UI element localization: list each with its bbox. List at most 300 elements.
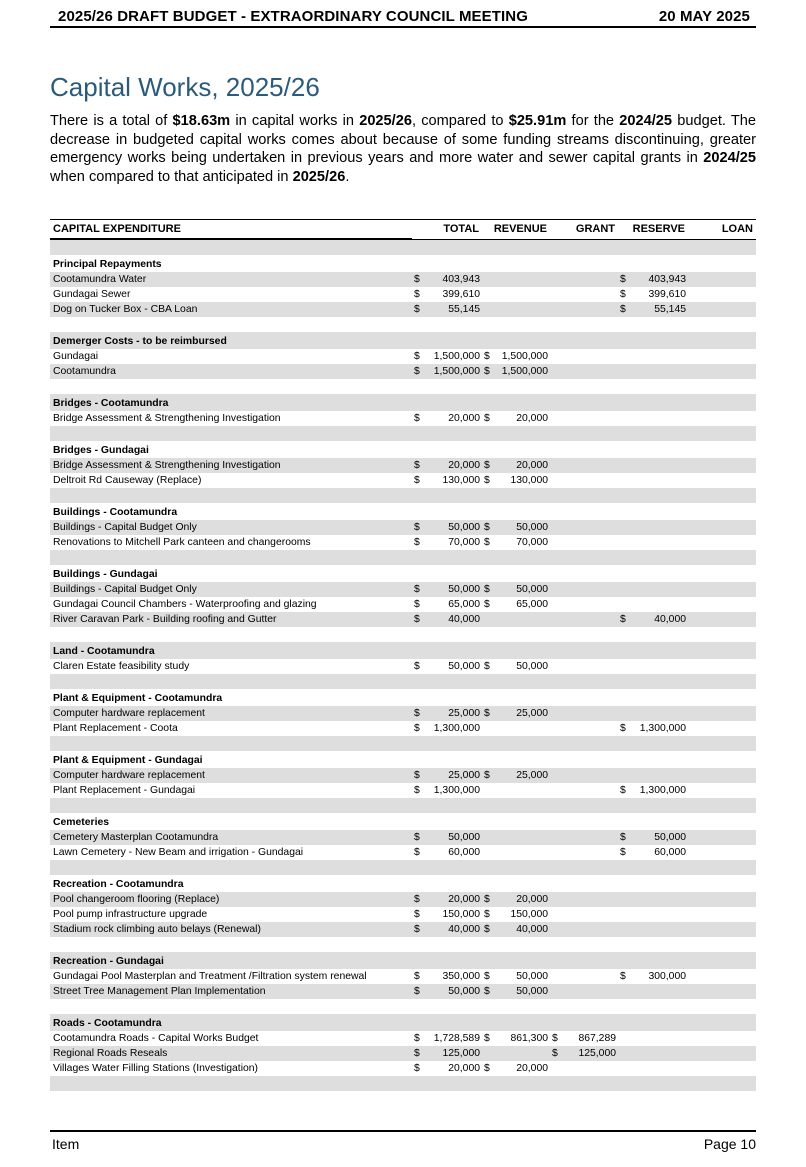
currency-symbol: $ [414, 832, 420, 843]
cell-revenue [482, 379, 550, 394]
cell-grant [550, 922, 618, 937]
cell-loan [688, 768, 756, 783]
cell-loan [688, 426, 756, 441]
cell-grant [550, 783, 618, 798]
cell-value: 20,000 [448, 413, 480, 424]
row-description: Buildings - Capital Budget Only [50, 520, 412, 535]
currency-symbol: $ [484, 909, 490, 920]
cell-value: 50,000 [516, 584, 548, 595]
cell-revenue [482, 597, 550, 612]
cell-reserve [618, 364, 688, 379]
table-row [50, 287, 756, 302]
cell-revenue [482, 317, 550, 332]
intro-paragraph [50, 112, 756, 186]
cell-loan [688, 659, 756, 674]
row-description [50, 488, 412, 503]
cell-total [412, 394, 482, 411]
cell-revenue [482, 751, 550, 768]
row-description: Buildings - Capital Budget Only [50, 582, 412, 597]
cell-value: 20,000 [448, 894, 480, 905]
cell-revenue [482, 783, 550, 798]
cell-total [412, 488, 482, 503]
cell-total [412, 751, 482, 768]
cell-reserve [618, 627, 688, 642]
cell-revenue [482, 798, 550, 813]
cell-grant [550, 411, 618, 426]
table-row [50, 907, 756, 922]
currency-symbol: $ [414, 770, 420, 781]
cell-revenue [482, 488, 550, 503]
cell-grant [550, 845, 618, 860]
currency-symbol: $ [484, 584, 490, 595]
spacer-row [50, 736, 756, 751]
section-row [50, 565, 756, 582]
cell-grant [550, 642, 618, 659]
cell-total [412, 287, 482, 302]
cell-value: 40,000 [448, 924, 480, 935]
row-description: Street Tree Management Plan Implementation [50, 984, 412, 999]
row-description: Cootamundra [50, 364, 412, 379]
row-description: Gundagai Pool Masterplan and Treatment /Filtration system renewal [53, 971, 367, 982]
currency-symbol: $ [414, 1033, 420, 1044]
currency-symbol: $ [414, 413, 420, 424]
cell-loan [688, 875, 756, 892]
cell-reserve [618, 674, 688, 689]
intro-text: . [345, 168, 350, 185]
cell-grant [550, 875, 618, 892]
cell-loan [688, 783, 756, 798]
header-date: 20 MAY 2025 [658, 8, 750, 25]
cell-grant [550, 1076, 618, 1091]
cell-revenue [482, 674, 550, 689]
cell-grant [550, 287, 618, 302]
section-heading: Buildings - Cootamundra [53, 507, 178, 518]
col-header-reserve: RESERVE [618, 220, 688, 240]
cell-value: 50,000 [654, 832, 686, 843]
table-row [50, 582, 756, 597]
cell-grant [550, 503, 618, 520]
cell-reserve [618, 349, 688, 364]
currency-symbol: $ [484, 413, 490, 424]
cell-reserve [618, 426, 688, 441]
cell-reserve [618, 751, 688, 768]
cell-grant [550, 937, 618, 952]
cell-revenue [482, 565, 550, 582]
section-row [50, 952, 756, 969]
cell-value: 20,000 [448, 1063, 480, 1074]
cell-value: 55,145 [654, 304, 686, 315]
currency-symbol: $ [414, 537, 420, 548]
cell-reserve [618, 441, 688, 458]
cell-total [412, 830, 482, 845]
cell-revenue [482, 535, 550, 550]
cell-total [412, 302, 482, 317]
row-description [50, 674, 412, 689]
cell-value: 40,000 [516, 924, 548, 935]
row-description: Bridge Assessment & Strengthening Investigation [53, 413, 281, 424]
cell-total [412, 952, 482, 969]
currency-symbol: $ [484, 986, 490, 997]
cell-reserve [618, 1076, 688, 1091]
cell-total [412, 1014, 482, 1031]
table-row [50, 1031, 756, 1046]
currency-symbol: $ [620, 289, 626, 300]
cell-loan [688, 349, 756, 364]
cell-value: 50,000 [448, 661, 480, 672]
row-description: Cootamundra Water [50, 272, 412, 287]
cell-loan [688, 550, 756, 565]
col-header-grant: GRANT [550, 220, 618, 240]
cell-value: 1,728,589 [433, 1033, 480, 1044]
cell-loan [688, 907, 756, 922]
cell-loan [688, 612, 756, 627]
cell-reserve [618, 488, 688, 503]
table-row [50, 706, 756, 721]
cell-value: 50,000 [448, 584, 480, 595]
section-row [50, 1014, 756, 1031]
cell-loan [688, 332, 756, 349]
cell-total [412, 582, 482, 597]
currency-symbol: $ [620, 274, 626, 285]
cell-total [412, 999, 482, 1014]
currency-symbol: $ [484, 770, 490, 781]
cell-total [412, 1061, 482, 1076]
table-row [50, 922, 756, 937]
cell-loan [688, 813, 756, 830]
cell-grant [550, 332, 618, 349]
currency-symbol: $ [414, 723, 420, 734]
cell-value: 40,000 [654, 614, 686, 625]
section-row [50, 751, 756, 768]
cell-grant [550, 736, 618, 751]
cell-grant [550, 1046, 618, 1061]
cell-grant [550, 272, 618, 287]
cell-revenue [482, 1046, 550, 1061]
row-description: Cemetery Masterplan Cootamundra [50, 830, 412, 845]
cell-revenue [482, 768, 550, 783]
row-description: Deltroit Rd Causeway (Replace) [53, 475, 202, 486]
page-number: Page 10 [703, 1136, 756, 1152]
row-description: Plant Replacement - Gundagai [53, 785, 196, 796]
table-row [50, 969, 756, 984]
section-row [50, 813, 756, 830]
cell-reserve [618, 721, 688, 736]
cell-revenue [482, 813, 550, 830]
cell-revenue [482, 689, 550, 706]
cell-reserve [618, 302, 688, 317]
cell-value: 300,000 [648, 971, 686, 982]
col-header-revenue: REVENUE [482, 220, 550, 240]
spacer-row [50, 999, 756, 1014]
cell-reserve [618, 845, 688, 860]
row-description: Gundagai Sewer [53, 289, 131, 300]
cell-revenue [482, 1014, 550, 1031]
currency-symbol: $ [620, 847, 626, 858]
table-row [50, 1046, 756, 1061]
cell-value: 399,610 [442, 289, 480, 300]
table-row [50, 458, 756, 473]
cell-grant [550, 721, 618, 736]
currency-symbol: $ [414, 599, 420, 610]
cell-value: 1,300,000 [639, 723, 686, 734]
cell-grant [550, 798, 618, 813]
cell-value: 20,000 [516, 1063, 548, 1074]
footer-item: Item [52, 1136, 80, 1152]
cell-grant [550, 627, 618, 642]
cell-grant [550, 302, 618, 317]
cell-revenue [482, 952, 550, 969]
currency-symbol: $ [484, 894, 490, 905]
row-description: Plant Replacement - Coota [53, 723, 178, 734]
cell-reserve [618, 597, 688, 612]
cell-value: 125,000 [578, 1048, 616, 1059]
cell-grant [550, 813, 618, 830]
cell-value: 25,000 [516, 708, 548, 719]
cell-value: 867,289 [578, 1033, 616, 1044]
currency-symbol: $ [620, 832, 626, 843]
currency-symbol: $ [484, 460, 490, 471]
cell-reserve [618, 659, 688, 674]
cell-revenue [482, 239, 550, 255]
cell-revenue [482, 364, 550, 379]
section-heading: Roads - Cootamundra [50, 1014, 412, 1031]
cell-revenue [482, 922, 550, 937]
row-description: Pool pump infrastructure upgrade [53, 909, 208, 920]
cell-loan [688, 1031, 756, 1046]
cell-loan [688, 1076, 756, 1091]
cell-total [412, 332, 482, 349]
intro-text: in capital works in [230, 113, 360, 129]
table-row [50, 411, 756, 426]
row-description: Dog on Tucker Box - CBA Loan [50, 302, 412, 317]
cell-reserve [618, 768, 688, 783]
cell-grant [550, 612, 618, 627]
row-description [50, 317, 412, 332]
row-description: Renovations to Mitchell Park canteen and changerooms [53, 537, 311, 548]
cell-value: 350,000 [442, 971, 480, 982]
intro-text: budget. The decrease in budgeted capital works comes about because of some funding streams discontinuing, greater emergency works being undertaken in previous years and more water and sewer capital grants in [50, 113, 757, 166]
cell-revenue [482, 907, 550, 922]
currency-symbol: $ [414, 847, 420, 858]
cell-revenue [482, 255, 550, 272]
cell-revenue [482, 411, 550, 426]
intro-bold: $25.91m [508, 113, 567, 129]
cell-total [412, 798, 482, 813]
spacer-row [50, 317, 756, 332]
cell-reserve [618, 458, 688, 473]
col-header-total: TOTAL [412, 220, 482, 240]
cell-total [412, 458, 482, 473]
cell-value: 20,000 [448, 460, 480, 471]
cell-grant [550, 426, 618, 441]
cell-loan [688, 674, 756, 689]
cell-value: 1,500,000 [501, 366, 548, 377]
cell-grant [550, 952, 618, 969]
row-description: Gundagai Council Chambers - Waterproofing and glazing [53, 599, 317, 610]
cell-reserve [618, 813, 688, 830]
cell-total [412, 473, 482, 488]
cell-revenue [482, 845, 550, 860]
cell-total [412, 550, 482, 565]
cell-value: 55,145 [448, 304, 480, 315]
cell-value: 1,300,000 [639, 785, 686, 796]
currency-symbol: $ [484, 537, 490, 548]
cell-revenue [482, 659, 550, 674]
cell-grant [550, 239, 618, 255]
cell-loan [688, 239, 756, 255]
section-row [50, 689, 756, 706]
cell-revenue [482, 302, 550, 317]
intro-text: There is a total of [50, 113, 173, 129]
cell-total [412, 922, 482, 937]
cell-value: 20,000 [516, 413, 548, 424]
currency-symbol: $ [414, 708, 420, 719]
cell-grant [550, 689, 618, 706]
cell-grant [550, 520, 618, 535]
cell-revenue [482, 612, 550, 627]
cell-total [412, 813, 482, 830]
currency-symbol: $ [484, 522, 490, 533]
section-heading: Bridges - Gundagai [53, 445, 149, 456]
cell-total [412, 255, 482, 272]
table-row [50, 845, 756, 860]
currency-symbol: $ [414, 971, 420, 982]
section-row [50, 255, 756, 272]
cell-revenue [482, 582, 550, 597]
cell-revenue [482, 999, 550, 1014]
row-description: Pool changeroom flooring (Replace) [50, 892, 412, 907]
cell-grant [550, 488, 618, 503]
cell-value: 25,000 [448, 708, 480, 719]
cell-total [412, 845, 482, 860]
cell-grant [550, 379, 618, 394]
section-row [50, 642, 756, 659]
cell-total [412, 239, 482, 255]
cell-grant [550, 458, 618, 473]
cell-total [412, 642, 482, 659]
cell-reserve [618, 550, 688, 565]
cell-grant [550, 394, 618, 411]
cell-reserve [618, 969, 688, 984]
cell-revenue [482, 1031, 550, 1046]
cell-reserve [618, 860, 688, 875]
cell-grant [550, 1061, 618, 1076]
cell-total [412, 364, 482, 379]
section-row [50, 875, 756, 892]
currency-symbol: $ [484, 366, 490, 377]
cell-loan [688, 503, 756, 520]
cell-value: 150,000 [510, 909, 548, 920]
currency-symbol: $ [414, 986, 420, 997]
table-row [50, 892, 756, 907]
table-row [50, 535, 756, 550]
cell-reserve [618, 875, 688, 892]
cell-total [412, 860, 482, 875]
cell-value: 1,300,000 [433, 723, 480, 734]
cell-total [412, 969, 482, 984]
section-row [50, 332, 756, 349]
row-description [50, 798, 412, 813]
spacer-row [50, 860, 756, 875]
cell-total [412, 1046, 482, 1061]
cell-reserve [618, 798, 688, 813]
cell-grant [550, 317, 618, 332]
spacer-row [50, 1076, 756, 1091]
cell-value: 861,300 [510, 1033, 548, 1044]
currency-symbol: $ [414, 274, 420, 285]
intro-text: for the [566, 113, 620, 129]
cell-reserve [618, 892, 688, 907]
cell-grant [550, 999, 618, 1014]
cell-grant [550, 535, 618, 550]
cell-reserve [618, 1014, 688, 1031]
cell-reserve [618, 520, 688, 535]
cell-grant [550, 674, 618, 689]
page-footer [50, 1130, 756, 1152]
cell-loan [688, 736, 756, 751]
section-heading: Recreation - Gundagai [50, 952, 412, 969]
currency-symbol: $ [620, 304, 626, 315]
currency-symbol: $ [414, 584, 420, 595]
cell-reserve [618, 565, 688, 582]
cell-reserve [618, 332, 688, 349]
cell-revenue [482, 473, 550, 488]
cell-grant [550, 969, 618, 984]
cell-grant [550, 473, 618, 488]
cell-total [412, 984, 482, 999]
cell-revenue [482, 642, 550, 659]
table-row [50, 349, 756, 364]
cell-loan [688, 969, 756, 984]
cell-total [412, 768, 482, 783]
row-description [50, 627, 412, 642]
cell-grant [550, 441, 618, 458]
table-row [50, 830, 756, 845]
cell-total [412, 892, 482, 907]
cell-value: 50,000 [516, 986, 548, 997]
row-description [50, 937, 412, 952]
cell-loan [688, 892, 756, 907]
currency-symbol: $ [484, 971, 490, 982]
cell-reserve [618, 922, 688, 937]
cell-value: 70,000 [516, 537, 548, 548]
cell-grant [550, 1014, 618, 1031]
table-row [50, 768, 756, 783]
cell-loan [688, 565, 756, 582]
cell-loan [688, 706, 756, 721]
intro-bold: 2024/25 [619, 113, 673, 129]
cell-reserve [618, 736, 688, 751]
cell-revenue [482, 332, 550, 349]
cell-reserve [618, 239, 688, 255]
section-heading: Plant & Equipment - Cootamundra [53, 693, 223, 704]
cell-revenue [482, 984, 550, 999]
spacer-row [50, 937, 756, 952]
cell-total [412, 783, 482, 798]
section-row [50, 394, 756, 411]
currency-symbol: $ [414, 366, 420, 377]
cell-value: 1,500,000 [501, 351, 548, 362]
table-row [50, 612, 756, 627]
intro-text: when compared to that anticipated in [50, 168, 293, 185]
cell-grant [550, 597, 618, 612]
cell-revenue [482, 550, 550, 565]
spacer-row [50, 426, 756, 441]
table-row [50, 1061, 756, 1076]
cell-loan [688, 642, 756, 659]
cell-value: 1,500,000 [433, 351, 480, 362]
cell-value: 60,000 [654, 847, 686, 858]
